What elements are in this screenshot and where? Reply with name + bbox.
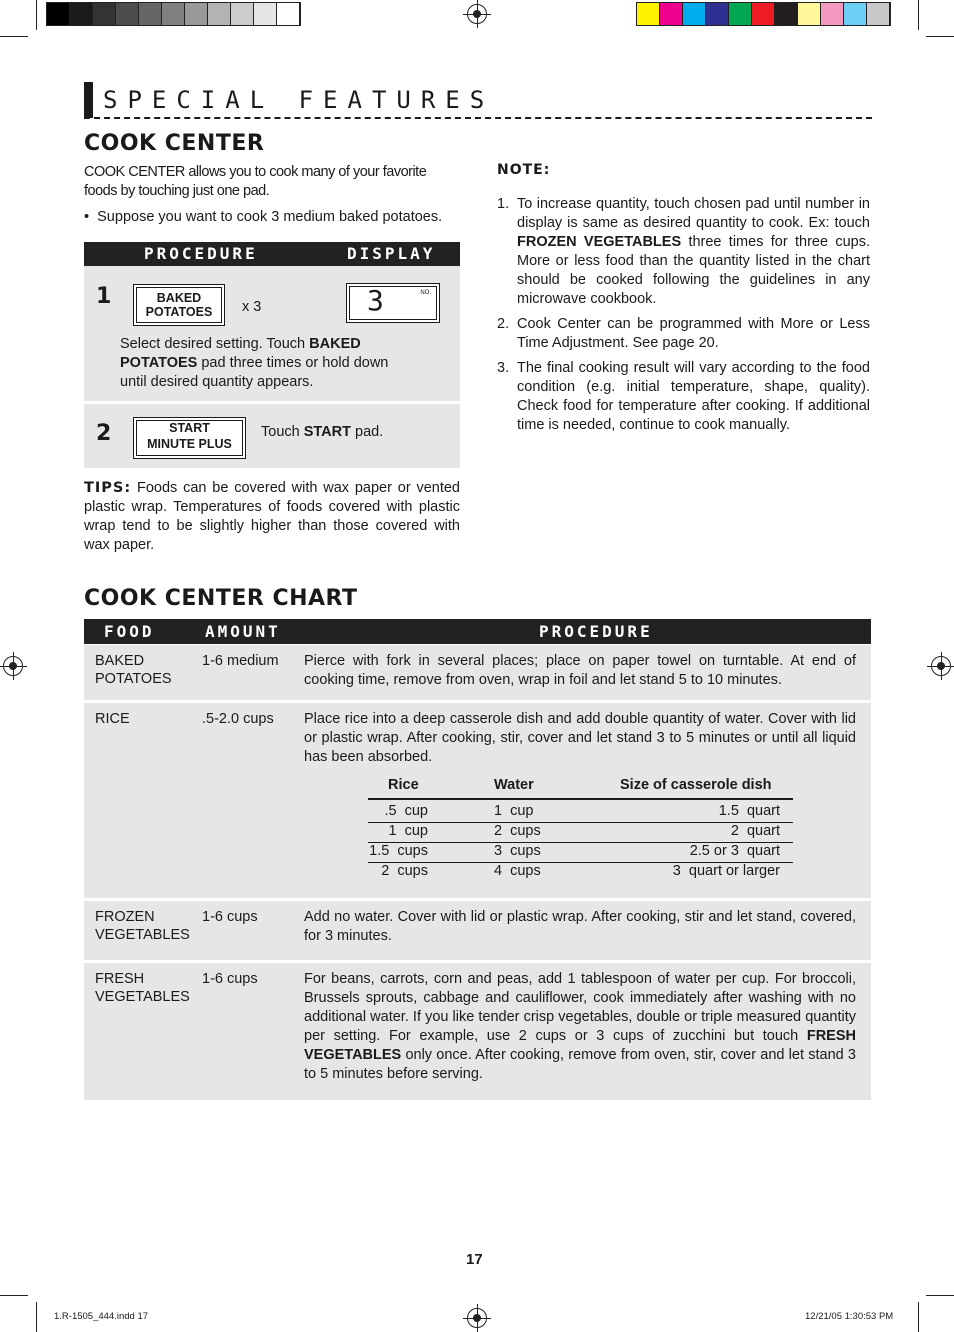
baked-potatoes-pad-button[interactable]	[133, 284, 225, 326]
color-swatch	[637, 3, 660, 25]
color-swatch	[867, 3, 890, 25]
color-swatch	[821, 3, 844, 25]
display-column-label: DISPLAY	[347, 244, 436, 263]
crop-mark	[926, 1295, 954, 1296]
water-amount-cell: 4 cups	[494, 863, 541, 879]
color-swatch	[752, 3, 775, 25]
color-bar	[636, 2, 891, 26]
pad-label-line2: POTATOES	[145, 305, 213, 319]
color-swatch	[47, 3, 70, 25]
note-item	[497, 359, 870, 435]
procedure-text: Pierce with fork in several places; place on paper towel on turntable. At end of cooking time, remove from oven, wrap in foil and let stand 5 to 10 minutes.	[304, 653, 856, 688]
rice-amount-cell: 1.5 cups	[369, 843, 428, 859]
rice-amount-cell: .5 cup	[384, 803, 428, 819]
tips-label: TIPS:	[84, 480, 132, 496]
amount-cell: 1-6 cups	[202, 909, 258, 925]
chart-row	[84, 645, 871, 700]
note-number: 1.	[497, 196, 510, 212]
note-list	[497, 195, 870, 441]
dish-size-cell: 2.5 or 3 quart	[689, 843, 780, 859]
chart-row	[84, 901, 871, 960]
amount-cell: 1-6 medium	[202, 653, 279, 669]
bullet-text: Suppose you want to cook 3 medium baked potatoes.	[97, 209, 443, 225]
crop-mark	[36, 1302, 37, 1332]
registration-mark-icon	[931, 656, 951, 676]
dish-size-cell: 1.5 quart	[718, 803, 780, 819]
pad-label-line1: START	[169, 421, 210, 435]
press-count: x 3	[242, 299, 262, 315]
display-digit: 3	[367, 284, 384, 317]
dish-size-cell: 3 quart or larger	[672, 863, 780, 879]
crop-mark	[0, 1295, 28, 1296]
water-amount-cell: 3 cups	[494, 843, 541, 859]
procedure-bold: FRESH VEGETABLES	[304, 1028, 856, 1063]
start-minute-plus-pad-button[interactable]	[133, 417, 246, 459]
procedure-column-label: PROCEDURE	[144, 244, 258, 263]
color-swatch	[254, 3, 277, 25]
color-swatch	[139, 3, 162, 25]
color-swatch	[93, 3, 116, 25]
bullet-icon: •	[84, 209, 98, 225]
crop-mark	[918, 1302, 919, 1332]
crop-mark	[926, 36, 954, 37]
crop-mark	[0, 36, 28, 37]
registration-mark-icon	[467, 4, 487, 24]
amount-column-header: AMOUNT	[205, 622, 281, 641]
note-text: The final cooking result will vary according to the food condition (e.g. initial temperature, shape, quality). Check food for temperature after cooking. If additional time is needed, continue to cook manually.	[517, 360, 870, 433]
color-swatch	[729, 3, 752, 25]
color-swatch	[706, 3, 729, 25]
color-swatch	[844, 3, 867, 25]
color-swatch	[162, 3, 185, 25]
note-number: 2.	[497, 316, 510, 332]
step-2-bold: START	[303, 424, 351, 440]
tips-text: Foods can be covered with wax paper or vented plastic wrap. Temperatures of foods covered with plastic wrap tend to be slightly higher than those covered with wax paper.	[84, 480, 460, 553]
step-2-text: Touch	[261, 424, 304, 440]
cook-center-intro: COOK CENTER allows you to cook many of your favorite foods by touching just one pad.	[84, 164, 427, 199]
procedure-column-header: PROCEDURE	[539, 622, 653, 641]
step-1-bold: BAKED POTATOES	[120, 336, 361, 371]
color-swatch	[231, 3, 254, 25]
step-1-text-cont: pad three times or hold down until desired quantity appears.	[120, 355, 389, 390]
rice-table-header: Rice	[388, 777, 419, 793]
procedure-step-1	[84, 266, 460, 401]
procedure-step-2	[84, 404, 460, 468]
display-indicator: NO.	[420, 290, 431, 296]
procedure-cell	[304, 710, 856, 767]
table-rule	[368, 798, 793, 800]
color-swatch	[208, 3, 231, 25]
step-1-text: Select desired setting. Touch	[120, 336, 310, 352]
procedure-box-header	[84, 242, 460, 266]
cook-center-bullet	[84, 208, 460, 227]
color-swatch	[660, 3, 683, 25]
rice-table-header: Water	[494, 777, 534, 793]
rice-amount-cell: 2 cups	[381, 863, 428, 879]
step-number: 2	[96, 421, 112, 446]
chart-header	[84, 619, 871, 644]
food-column-header: FOOD	[104, 622, 155, 641]
procedure-text-cont: only once. After cooking, remove from oven, stir, cover and let stand 3 to 5 minutes before serving.	[304, 1047, 856, 1082]
note-item	[497, 195, 870, 309]
section-title: SPECIAL FEATURES	[103, 86, 495, 114]
color-swatch	[116, 3, 139, 25]
step-1-instruction	[120, 335, 410, 392]
page-number: 17	[466, 1251, 483, 1268]
note-number: 3.	[497, 360, 510, 376]
registration-mark-icon	[3, 656, 23, 676]
pad-label-line1: BAKED	[156, 291, 202, 305]
food-cell: FROZEN VEGETABLES	[95, 909, 190, 943]
tips-paragraph	[84, 479, 460, 555]
procedure-text: Place rice into a deep casserole dish and add double quantity of water. Cover with lid or plastic wrap. After cooking, stir, cover and let stand 3 to 5 minutes or until all liquid has been absorbed.	[304, 711, 856, 765]
note-label: NOTE:	[497, 162, 551, 178]
procedure-cell	[304, 970, 856, 1084]
note-text-cont: three times for three cups. More or less food than the quantity listed in the chart should be cooked following the guidelines in any microwave cookbook.	[517, 234, 870, 307]
water-amount-cell: 2 cups	[494, 823, 541, 839]
step-2-instruction	[261, 423, 383, 442]
registration-mark-icon	[467, 1308, 487, 1328]
color-swatch	[775, 3, 798, 25]
step-2-text-cont: pad.	[351, 424, 384, 440]
procedure-cell	[304, 908, 856, 946]
footer-file: 1.R-1505_444.indd 17	[54, 1311, 149, 1322]
note-item	[497, 315, 870, 353]
food-cell: BAKED POTATOES	[95, 653, 172, 687]
chart-row	[84, 963, 871, 1100]
section-marker	[84, 82, 93, 118]
chart-title: COOK CENTER CHART	[84, 586, 358, 611]
color-swatch	[798, 3, 821, 25]
pad-label-line2: MINUTE PLUS	[147, 437, 232, 451]
color-swatch	[185, 3, 208, 25]
footer-timestamp: 12/21/05 1:30:53 PM	[805, 1311, 894, 1322]
dish-size-cell: 2 quart	[730, 823, 780, 839]
amount-cell: 1-6 cups	[202, 971, 258, 987]
gray-color-bar	[46, 2, 301, 26]
procedure-text: Add no water. Cover with lid or plastic wrap. After cooking, stir and let stand, covered, for 3 minutes.	[304, 909, 856, 944]
color-swatch	[277, 3, 300, 25]
quantity-display	[346, 283, 440, 323]
procedure-text: For beans, carrots, corn and peas, add 1 tablespoon of water per cup. For broccoli, Brussels sprouts, cabbage and cauliflower, cook immediately after washing with no additional water. If you like tender crisp vegetables, double or triple measured quantity per setting. For example, use 2 cups or 3 cups of zucchini but touch	[304, 971, 856, 1044]
chart-row	[84, 703, 871, 898]
step-number: 1	[96, 284, 112, 309]
color-swatch	[70, 3, 93, 25]
section-rule	[84, 117, 872, 119]
note-text: Cook Center can be programmed with More or Less Time Adjustment. See page 20.	[517, 316, 870, 351]
procedure-cell	[304, 652, 856, 690]
crop-mark	[918, 0, 919, 30]
crop-mark	[36, 0, 37, 30]
food-cell: RICE	[95, 711, 130, 727]
cook-center-title: COOK CENTER	[84, 131, 265, 156]
rice-amount-cell: 1 cup	[388, 823, 428, 839]
amount-cell: .5-2.0 cups	[202, 711, 274, 727]
food-cell: FRESH VEGETABLES	[95, 971, 190, 1005]
note-text: To increase quantity, touch chosen pad until number in display is same as desired quantity to cook. Ex: touch	[517, 196, 870, 231]
rice-table-header: Size of casserole dish	[620, 777, 772, 793]
water-amount-cell: 1 cup	[494, 803, 534, 819]
note-bold: FROZEN VEGETABLES	[517, 234, 682, 250]
color-swatch	[683, 3, 706, 25]
